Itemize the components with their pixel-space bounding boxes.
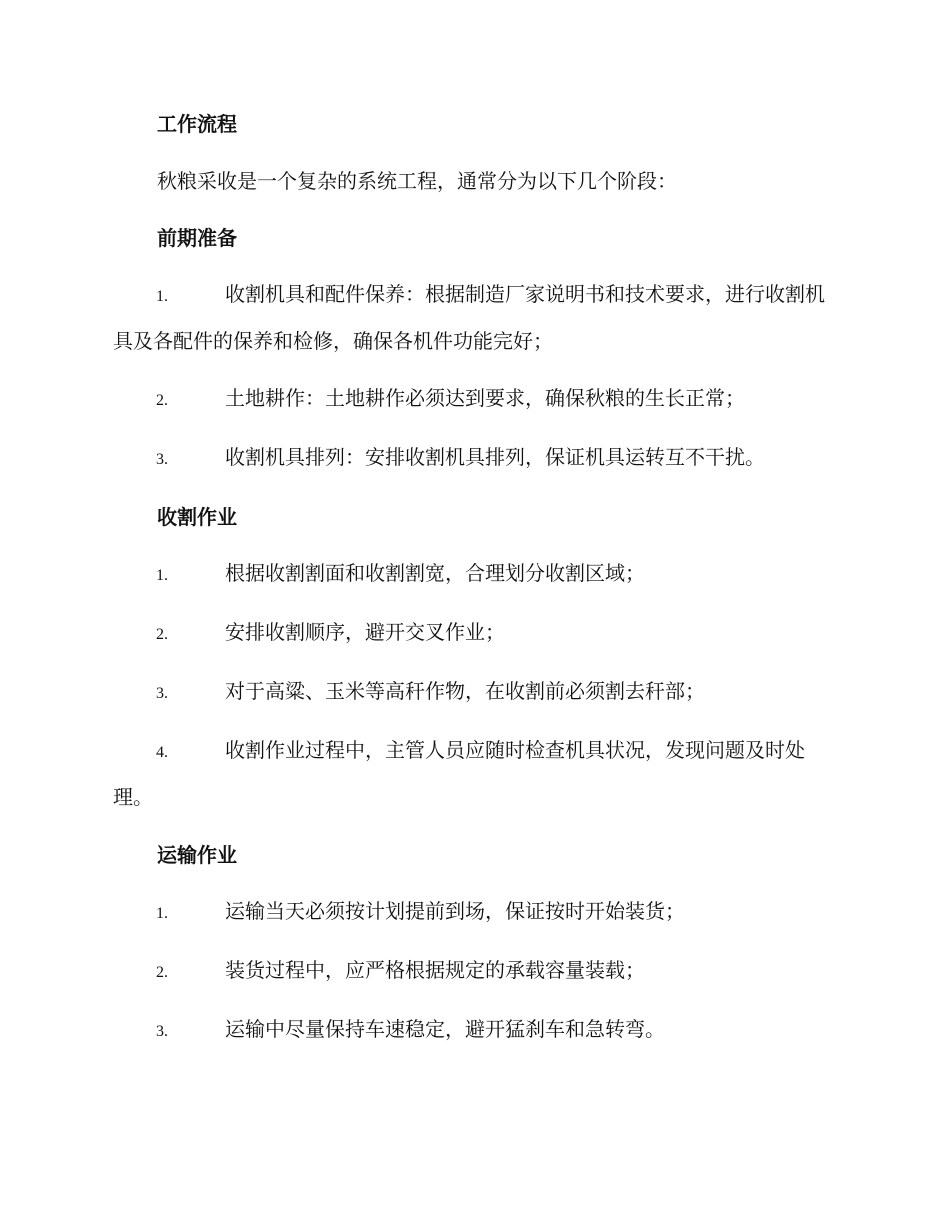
list-item xyxy=(113,889,838,936)
list-item xyxy=(113,948,838,995)
list-text: 土地耕作：土地耕作必须达到要求，确保秋粮的生长正常； xyxy=(225,386,745,410)
list-item xyxy=(113,551,838,598)
list-text: 收割机具和配件保养：根据制造厂家说明书和技术要求，进行收割机具及各配件的保养和检修，确保各机件功能完好； xyxy=(113,282,825,353)
list-text: 根据收割割面和收割割宽，合理划分收割区域； xyxy=(225,561,645,585)
list-number: 4. xyxy=(156,744,168,761)
list-item xyxy=(113,435,838,482)
section-title: 工作流程 xyxy=(157,112,237,136)
list-number: 3. xyxy=(156,451,168,468)
list-number: 2. xyxy=(156,392,168,409)
list-number: 3. xyxy=(156,685,168,702)
intro-paragraph: 秋粮采收是一个复杂的系统工程，通常分为以下几个阶段： xyxy=(157,169,677,193)
list-text: 安排收割顺序，避开交叉作业； xyxy=(225,620,505,644)
list-item xyxy=(113,610,838,657)
document-body xyxy=(113,108,838,1073)
list-item xyxy=(113,728,838,820)
list-number: 1. xyxy=(156,288,168,305)
section-heading-preparation: 前期准备 xyxy=(157,226,237,250)
list-number: 2. xyxy=(156,964,168,981)
list-text: 装货过程中，应严格根据规定的承载容量装载； xyxy=(225,958,645,982)
list-text: 运输当天必须按计划提前到场，保证按时开始装货； xyxy=(225,899,685,923)
list-item xyxy=(113,669,838,716)
list-text: 对于高粱、玉米等高秆作物，在收割前必须割去秆部； xyxy=(225,679,705,703)
list-number: 2. xyxy=(156,626,168,643)
list-text: 收割机具排列：安排收割机具排列，保证机具运转互不干扰。 xyxy=(225,445,765,469)
section-heading-harvesting: 收割作业 xyxy=(157,505,237,529)
section-heading-transport: 运输作业 xyxy=(157,843,237,867)
list-number: 3. xyxy=(156,1023,168,1040)
list-item xyxy=(113,1007,838,1054)
list-item xyxy=(113,272,838,364)
list-number: 1. xyxy=(156,567,168,584)
list-text: 收割作业过程中，主管人员应随时检查机具状况，发现问题及时处理。 xyxy=(113,738,805,809)
list-item xyxy=(113,376,838,423)
list-number: 1. xyxy=(156,905,168,922)
list-text: 运输中尽量保持车速稳定，避开猛刹车和急转弯。 xyxy=(225,1017,665,1041)
